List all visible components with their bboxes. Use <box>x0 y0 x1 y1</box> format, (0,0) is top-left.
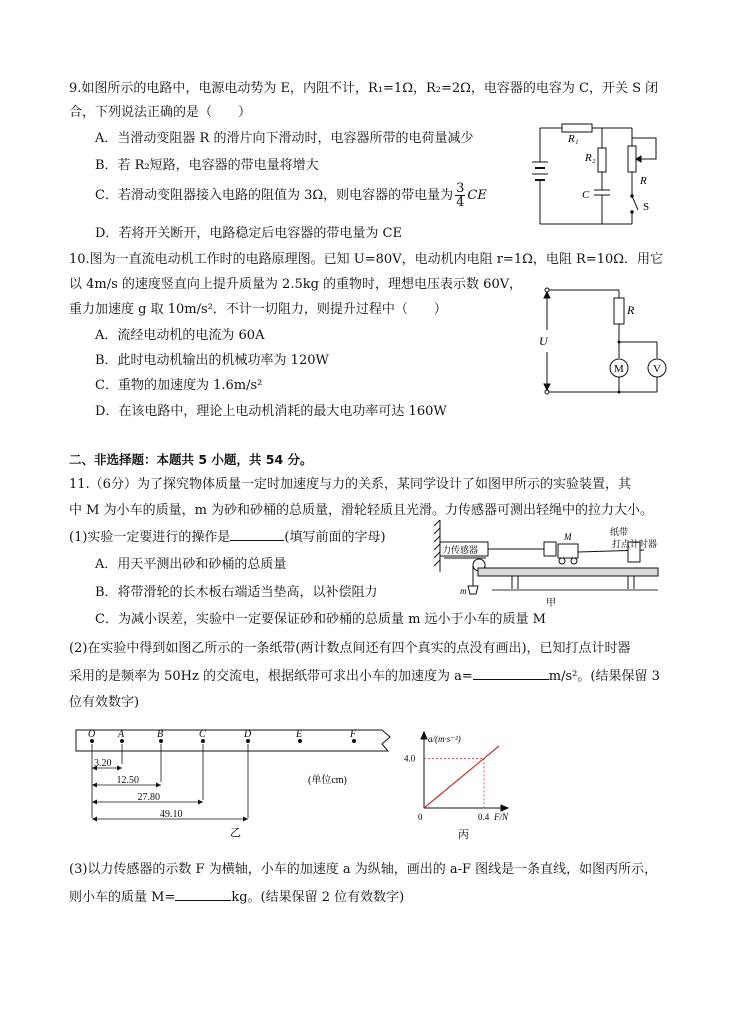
q10-option-a: A．流经电动机的电流为 60A <box>95 328 265 343</box>
graph-figure <box>400 730 540 844</box>
q11-part3-line1: (3)以力传感器的示数 F 为横轴，小车的加速度 a 为纵轴，画出的 a-F 图线是一条直线，如图丙所示， <box>69 862 658 877</box>
tape-point-label: O <box>88 729 96 740</box>
fraction-denominator: 4 <box>456 195 465 210</box>
q11-part3-suffix: kg。(结果保留 2 位有效数字) <box>231 890 405 905</box>
sand-bucket <box>468 586 478 594</box>
q9-option-c-suffix: CE <box>467 188 487 203</box>
q11-part2-line1: (2)在实验中得到如图乙所示的一条纸带(两计数点间还有四个真实的点没有画出)，已知打点计时器 <box>69 641 631 656</box>
q9-option-b: B．若 R₂短路，电容器的带电量将增大 <box>95 158 319 173</box>
label-v: V <box>653 363 661 375</box>
label-r: R <box>640 175 647 187</box>
label-force-sensor: 力传感器 <box>442 545 479 555</box>
label-u: U <box>539 334 548 348</box>
tape-dimension-arrow <box>198 800 203 805</box>
wall-hatch <box>434 520 440 566</box>
long-board <box>478 568 658 576</box>
label-m: M <box>614 363 624 375</box>
label-r1: R₁ <box>568 133 579 145</box>
q10-circuit-diagram <box>535 282 675 400</box>
q11-part3-prefix: 则小车的质量 M= <box>69 890 176 905</box>
q10-option-d: D．在该电路中，理论上电动机消耗的最大电功率可达 160W <box>95 404 447 419</box>
q11-part2-prefix: 采用的是频率为 50Hz 的交流电，根据纸带可求出小车的加速度为 a= <box>69 669 473 684</box>
tape-figure <box>70 724 400 844</box>
q9-option-c-prefix: C．若滑动变阻器接入电路的阻值为 3Ω，则电容器的带电量为 <box>95 188 454 203</box>
graph-series-line <box>424 746 499 808</box>
caption-yi: 乙 <box>230 827 241 839</box>
tape-dimension-arrow <box>92 783 97 788</box>
tape-dimension-arrow <box>92 800 97 805</box>
tape-dimension-arrow <box>117 766 122 771</box>
answer-blank-3[interactable] <box>175 888 231 901</box>
graph-ylabel: a/(m·s⁻²) <box>428 734 461 744</box>
q10-stem-line3: 重力加速度 g 取 10m/s²．不计一切阻力，则提升过程中（ ） <box>69 302 447 317</box>
q10-option-c: C．重物的加速度为 1.6m/s² <box>95 378 263 393</box>
rheostat <box>628 146 636 172</box>
tape-point-label: C <box>199 729 206 740</box>
q11-option-b: B．将带滑轮的长木板右端适当垫高，以补偿阻力 <box>95 585 378 600</box>
q9-stem-line2: 合，下列说法正确的是（ ） <box>69 105 252 120</box>
section-two-title: 二、非选择题：本题共 5 小题，共 54 分。 <box>69 452 313 467</box>
switch-s <box>632 196 638 210</box>
graph-xlabel: F/N <box>494 812 509 822</box>
label-small-m: m <box>460 586 467 596</box>
q11-stem-line2: 中 M 为小车的质量，m 为砂和砂桶的总质量，滑轮轻质且光滑。力传感器可测出轻绳中的拉力大小。 <box>69 503 654 518</box>
label-c: C <box>582 189 590 201</box>
r1-resistor <box>562 124 592 132</box>
tape-point-label: F <box>350 729 357 740</box>
tape-point-label: B <box>157 729 164 740</box>
q10-option-b: B．此时电动机输出的机械功率为 120W <box>95 353 329 368</box>
graph-ytick-label: 4.0 <box>404 753 416 764</box>
q9-stem-line1: 9.如图所示的电路中，电源电动势为 E，内阻不计，R₁=1Ω，R₂=2Ω，电容器的电容为 C，开关 S 闭 <box>69 81 659 96</box>
q11-part2-line3: 位有效数字) <box>69 695 140 710</box>
q11-part2-line2 <box>69 667 660 685</box>
q9-option-d: D．若将开关断开，电路稳定后电容器的带电量为 CE <box>95 226 402 241</box>
answer-blank-2[interactable] <box>473 667 549 680</box>
tape-distance-label: 27.80 <box>137 792 160 803</box>
q9-option-a: A．当滑动变阻器 R 的滑片向下滑动时，电容器所带的电荷量减少 <box>95 131 474 146</box>
q9-circuit-diagram <box>532 118 672 230</box>
label-s: S <box>643 201 650 213</box>
fraction-three-quarters <box>455 182 465 209</box>
resistor-r <box>614 298 624 324</box>
tape-point-label: A <box>118 729 125 740</box>
tape-distance-label: 49.10 <box>160 809 183 820</box>
q11-option-a: A．用天平测出砂和砂桶的总质量 <box>95 557 287 572</box>
graph-xtick-label: 0.4 <box>478 812 490 822</box>
q11-part3-line2 <box>69 888 404 906</box>
q10-stem-line1: 10.图为一直流电动机工作时的电路原理图。已知 U=80V，电动机内电阻 r=1Ω，电阻 R=10Ω．用它 <box>69 252 664 267</box>
q11-option-c: C．为减小误差，实验中一定要保证砂和砂桶的总质量 m 远小于小车的质量 M <box>95 612 546 627</box>
caption-jia: 甲 <box>546 598 556 609</box>
tape-dimension-arrow <box>92 817 97 822</box>
label-big-m: M <box>564 532 572 542</box>
label-timer: 打点计时器 <box>612 539 658 549</box>
graph-origin: 0 <box>418 812 423 822</box>
q11-part1 <box>69 528 386 546</box>
caption-bing: 丙 <box>458 829 469 841</box>
q11-part2-suffix: m/s²。(结果保留 3 <box>548 669 660 684</box>
label-r2: R₂ <box>585 152 596 164</box>
q11-part1-prefix: (1)实验一定要进行的操作是 <box>69 530 231 545</box>
tape-distance-label: 12.50 <box>116 775 139 786</box>
label-r: R <box>627 303 635 317</box>
q11-stem-line1: 11.（6分）为了探究物体质量一定时加速度与力的关系，某同学设计了如图甲所示的实验装置，其 <box>69 477 631 492</box>
label-tape: 纸带 <box>610 527 629 537</box>
apparatus-figure <box>432 520 672 610</box>
tape-unit-label: (单位cm) <box>308 775 347 786</box>
tape-distance-label: 3.20 <box>94 758 112 769</box>
fraction-numerator: 3 <box>456 181 465 196</box>
q9-option-c <box>95 182 487 209</box>
tape-point-label: E <box>296 729 303 740</box>
tape-point-label: D <box>244 729 252 740</box>
r2-resistor <box>598 148 606 172</box>
q11-part1-suffix: (填写前面的字母) <box>284 530 386 545</box>
tape-dimension-arrow <box>156 783 161 788</box>
pulley-block <box>544 542 556 556</box>
q10-stem-line2: 以 4m/s 的速度竖直向上提升质量为 2.5kg 的重物时，理想电压表示数 60V， <box>69 277 523 292</box>
tape-dimension-arrow <box>243 817 248 822</box>
cart <box>558 544 578 558</box>
answer-blank-1[interactable] <box>230 528 284 541</box>
